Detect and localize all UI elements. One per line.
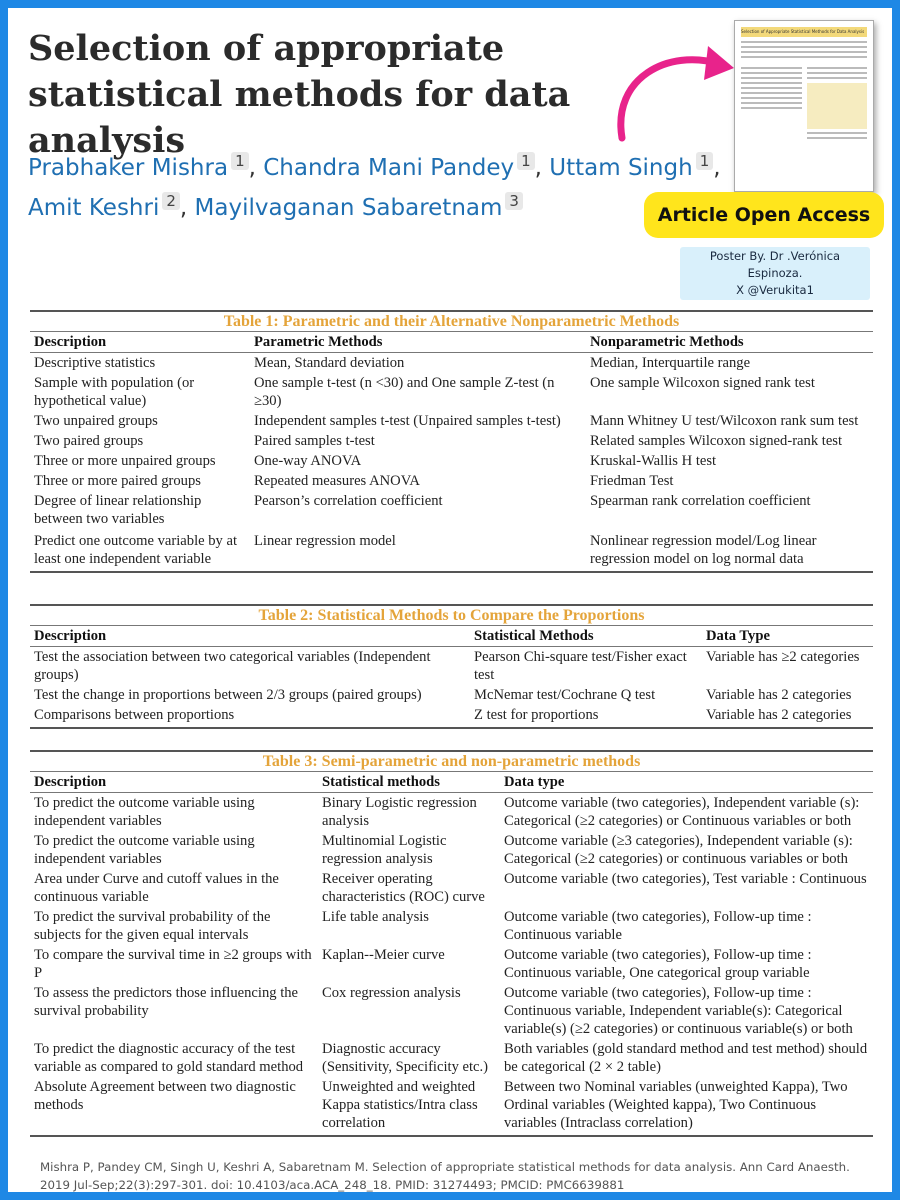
table-cell: To predict the outcome variable using independent variables — [34, 795, 255, 829]
table-row — [30, 491, 873, 529]
table-row — [30, 529, 873, 572]
column-header: Statistical Methods — [470, 626, 702, 647]
table-cell: Variable has 2 categories — [702, 705, 873, 728]
table-cell: To predict the diagnostic accuracy of the test variable as compared to gold standard method — [34, 1041, 304, 1075]
affiliation-badge[interactable]: 3 — [505, 192, 523, 210]
author-name[interactable]: Amit Keshri — [28, 195, 160, 221]
table-cell: Life table analysis — [322, 909, 429, 925]
table-cell: Linear regression model — [250, 529, 586, 572]
table-cell: Three or more unpaired groups — [34, 453, 216, 469]
table-row — [30, 793, 873, 832]
table-cell: Diagnostic accuracy (Sensitivity, Specificity etc.) — [322, 1041, 489, 1075]
table-cell: Median, Interquartile range — [590, 355, 751, 371]
table-row — [30, 685, 873, 705]
table-cell: Absolute Agreement between two diagnostic methods — [30, 1077, 318, 1136]
table-1 — [30, 310, 873, 573]
table-row — [30, 647, 873, 686]
poster-credit — [680, 247, 870, 300]
column-header: Nonparametric Methods — [586, 332, 873, 353]
column-header: Data type — [500, 772, 873, 793]
table-row — [30, 983, 873, 1039]
open-access-badge[interactable]: Article Open Access — [644, 192, 884, 238]
table-row — [30, 373, 873, 411]
table-cell: Test the association between two categorical variables (Independent groups) — [34, 649, 431, 683]
table-caption: Table 1: Parametric and their Alternative Nonparametric Methods — [30, 310, 873, 331]
table-caption: Table 3: Semi-parametric and non-parametric methods — [30, 750, 873, 771]
table-row — [30, 353, 873, 374]
table-cell: Mann Whitney U test/Wilcoxon rank sum test — [590, 413, 859, 429]
table-cell: One sample t-test (n <30) and One sample Z-test (n ≥30) — [254, 375, 555, 409]
table-cell: Two paired groups — [34, 433, 144, 449]
article-thumbnail[interactable] — [734, 20, 874, 192]
column-header: Parametric Methods — [250, 332, 586, 353]
table-cell: Between two Nominal variables (unweighted Kappa), Two Ordinal variables (Weighted kappa), Two Continuous variables (Intraclass correlation) — [500, 1077, 873, 1136]
table-cell: Receiver operating characteristics (ROC) curve — [322, 871, 485, 905]
table-cell: Independent samples t-test (Unpaired samples t-test) — [254, 413, 561, 429]
table-cell: McNemar test/Cochrane Q test — [474, 687, 656, 703]
affiliation-badge[interactable]: 1 — [231, 152, 249, 170]
table-row — [30, 471, 873, 491]
credit-line: Poster By. Dr .Verónica Espinoza. — [709, 249, 841, 280]
table-cell: Cox regression analysis — [322, 985, 461, 1001]
table-row — [30, 1039, 873, 1077]
table-cell: To assess the predictors those influencing the survival probability — [34, 985, 299, 1019]
table-row — [30, 869, 873, 907]
thumbnail-title: Selection of Appropriate Statistical Methods for Data Analysis — [741, 27, 867, 37]
table-row — [30, 1077, 873, 1136]
affiliation-badge[interactable]: 1 — [696, 152, 714, 170]
table-cell: Z test for proportions — [470, 705, 702, 728]
table-cell: Unweighted and weighted Kappa statistics/Intra class correlation — [318, 1077, 500, 1136]
table-cell: Nonlinear regression model/Log linear regression model on log normal data — [586, 529, 873, 572]
poster — [8, 8, 892, 1192]
column-header: Description — [30, 332, 250, 353]
table-row — [30, 451, 873, 471]
table-row — [30, 907, 873, 945]
table-cell: Multinomial Logistic regression analysis — [322, 833, 447, 867]
table-cell: Kaplan--Meier curve — [322, 947, 445, 963]
table-cell: Variable has ≥2 categories — [706, 649, 860, 665]
table-cell: Repeated measures ANOVA — [254, 473, 420, 489]
table-cell: Kruskal-Wallis H test — [590, 453, 717, 469]
table-cell: Sample with population (or hypothetical value) — [34, 375, 195, 409]
table-cell: Test the change in proportions between 2/3 groups (paired groups) — [34, 687, 422, 703]
column-header: Description — [30, 772, 318, 793]
table-cell: Comparisons between proportions — [30, 705, 470, 728]
table-cell: Two unpaired groups — [34, 413, 158, 429]
table-row — [30, 831, 873, 869]
table-cell: To predict the outcome variable using independent variables — [34, 833, 255, 867]
column-header: Description — [30, 626, 470, 647]
table-cell: Mean, Standard deviation — [254, 355, 405, 371]
page-title: Selection of appropriate statistical methods for data analysis — [28, 28, 571, 161]
table-cell: Pearson’s correlation coefficient — [254, 493, 443, 509]
table-cell: Outcome variable (two categories), Follow-up time : Continuous variable, One categorical group variable — [504, 947, 812, 981]
table-cell: Friedman Test — [590, 473, 674, 489]
table-caption: Table 2: Statistical Methods to Compare the Proportions — [30, 604, 873, 625]
author-list: Prabhaker Mishra $^1$ , Chandra Mani Pandey $^1$ , Uttam Singh $^1$ , Amit Keshri $^2$ , Mayilvaganan Sabaretnam $^3$ — [28, 152, 721, 221]
affiliation-badge[interactable]: 2 — [162, 192, 180, 210]
column-header: Data Type — [702, 626, 873, 647]
table-cell: Descriptive statistics — [34, 355, 156, 371]
table-cell: Degree of linear relationship between two variables — [34, 493, 202, 527]
table-cell: Area under Curve and cutoff values in the continuous variable — [34, 871, 279, 905]
table-3 — [30, 750, 873, 1137]
table-cell: Pearson Chi-square test/Fisher exact test — [474, 649, 687, 683]
author-name[interactable]: Prabhaker Mishra — [28, 155, 229, 181]
column-header: Statistical methods — [318, 772, 500, 793]
table-cell: Related samples Wilcoxon signed-rank test — [590, 433, 843, 449]
table-row — [30, 945, 873, 983]
table-cell: Binary Logistic regression analysis — [322, 795, 477, 829]
table-cell: Spearman rank correlation coefficient — [590, 493, 811, 509]
table-row — [30, 705, 873, 728]
table-2 — [30, 604, 873, 729]
table-cell: Variable has 2 categories — [706, 687, 852, 703]
credit-handle[interactable]: X @Verukita1 — [736, 283, 814, 297]
affiliation-badge[interactable]: 1 — [517, 152, 535, 170]
table-cell: Three or more paired groups — [34, 473, 201, 489]
author-name[interactable]: Mayilvaganan Sabaretnam — [194, 195, 503, 221]
table-cell: Predict one outcome variable by at least one independent variable — [30, 529, 250, 572]
table-cell: Outcome variable (two categories), Follow-up time : Continuous variable, Independent variable(s): Categorical variable(s) (≥2 categories) or continuous variable(s) or both — [504, 985, 853, 1037]
pink-arrow-icon — [608, 38, 748, 148]
author-name[interactable]: Uttam Singh — [549, 155, 693, 181]
table-cell: To predict the survival probability of the subjects for the given equal intervals — [34, 909, 271, 943]
table-cell: Outcome variable (≥3 categories), Independent variable (s): Categorical (≥2 categories) or continuous variables or both — [504, 833, 853, 867]
table-cell: One-way ANOVA — [254, 453, 362, 469]
table-cell: Outcome variable (two categories), Follow-up time : Continuous variable — [504, 909, 812, 943]
table-cell: One sample Wilcoxon signed rank test — [590, 375, 815, 391]
table-cell: Both variables (gold standard method and test method) should be categorical (2 × 2 table) — [504, 1041, 868, 1075]
table-row — [30, 411, 873, 431]
table-cell: Outcome variable (two categories), Independent variable (s): Categorical (≥2 categories) or Continuous variables or both — [504, 795, 860, 829]
table-cell: Outcome variable (two categories), Test variable : Continuous — [504, 871, 867, 887]
author-name[interactable]: Chandra Mani Pandey — [263, 155, 515, 181]
table-cell: To compare the survival time in ≥2 groups with P — [34, 947, 312, 981]
table-cell: Paired samples t-test — [254, 433, 375, 449]
citation: Mishra P, Pandey CM, Singh U, Keshri A, Sabaretnam M. Selection of appropriate statistical methods for data analysis. Ann Card Anaesth. 2019 Jul-Sep;22(3):297-301. doi: 10.4103/aca.ACA_248_18. PMID: 31274493; PMCID: PMC6639881 — [40, 1160, 850, 1192]
table-row — [30, 431, 873, 451]
